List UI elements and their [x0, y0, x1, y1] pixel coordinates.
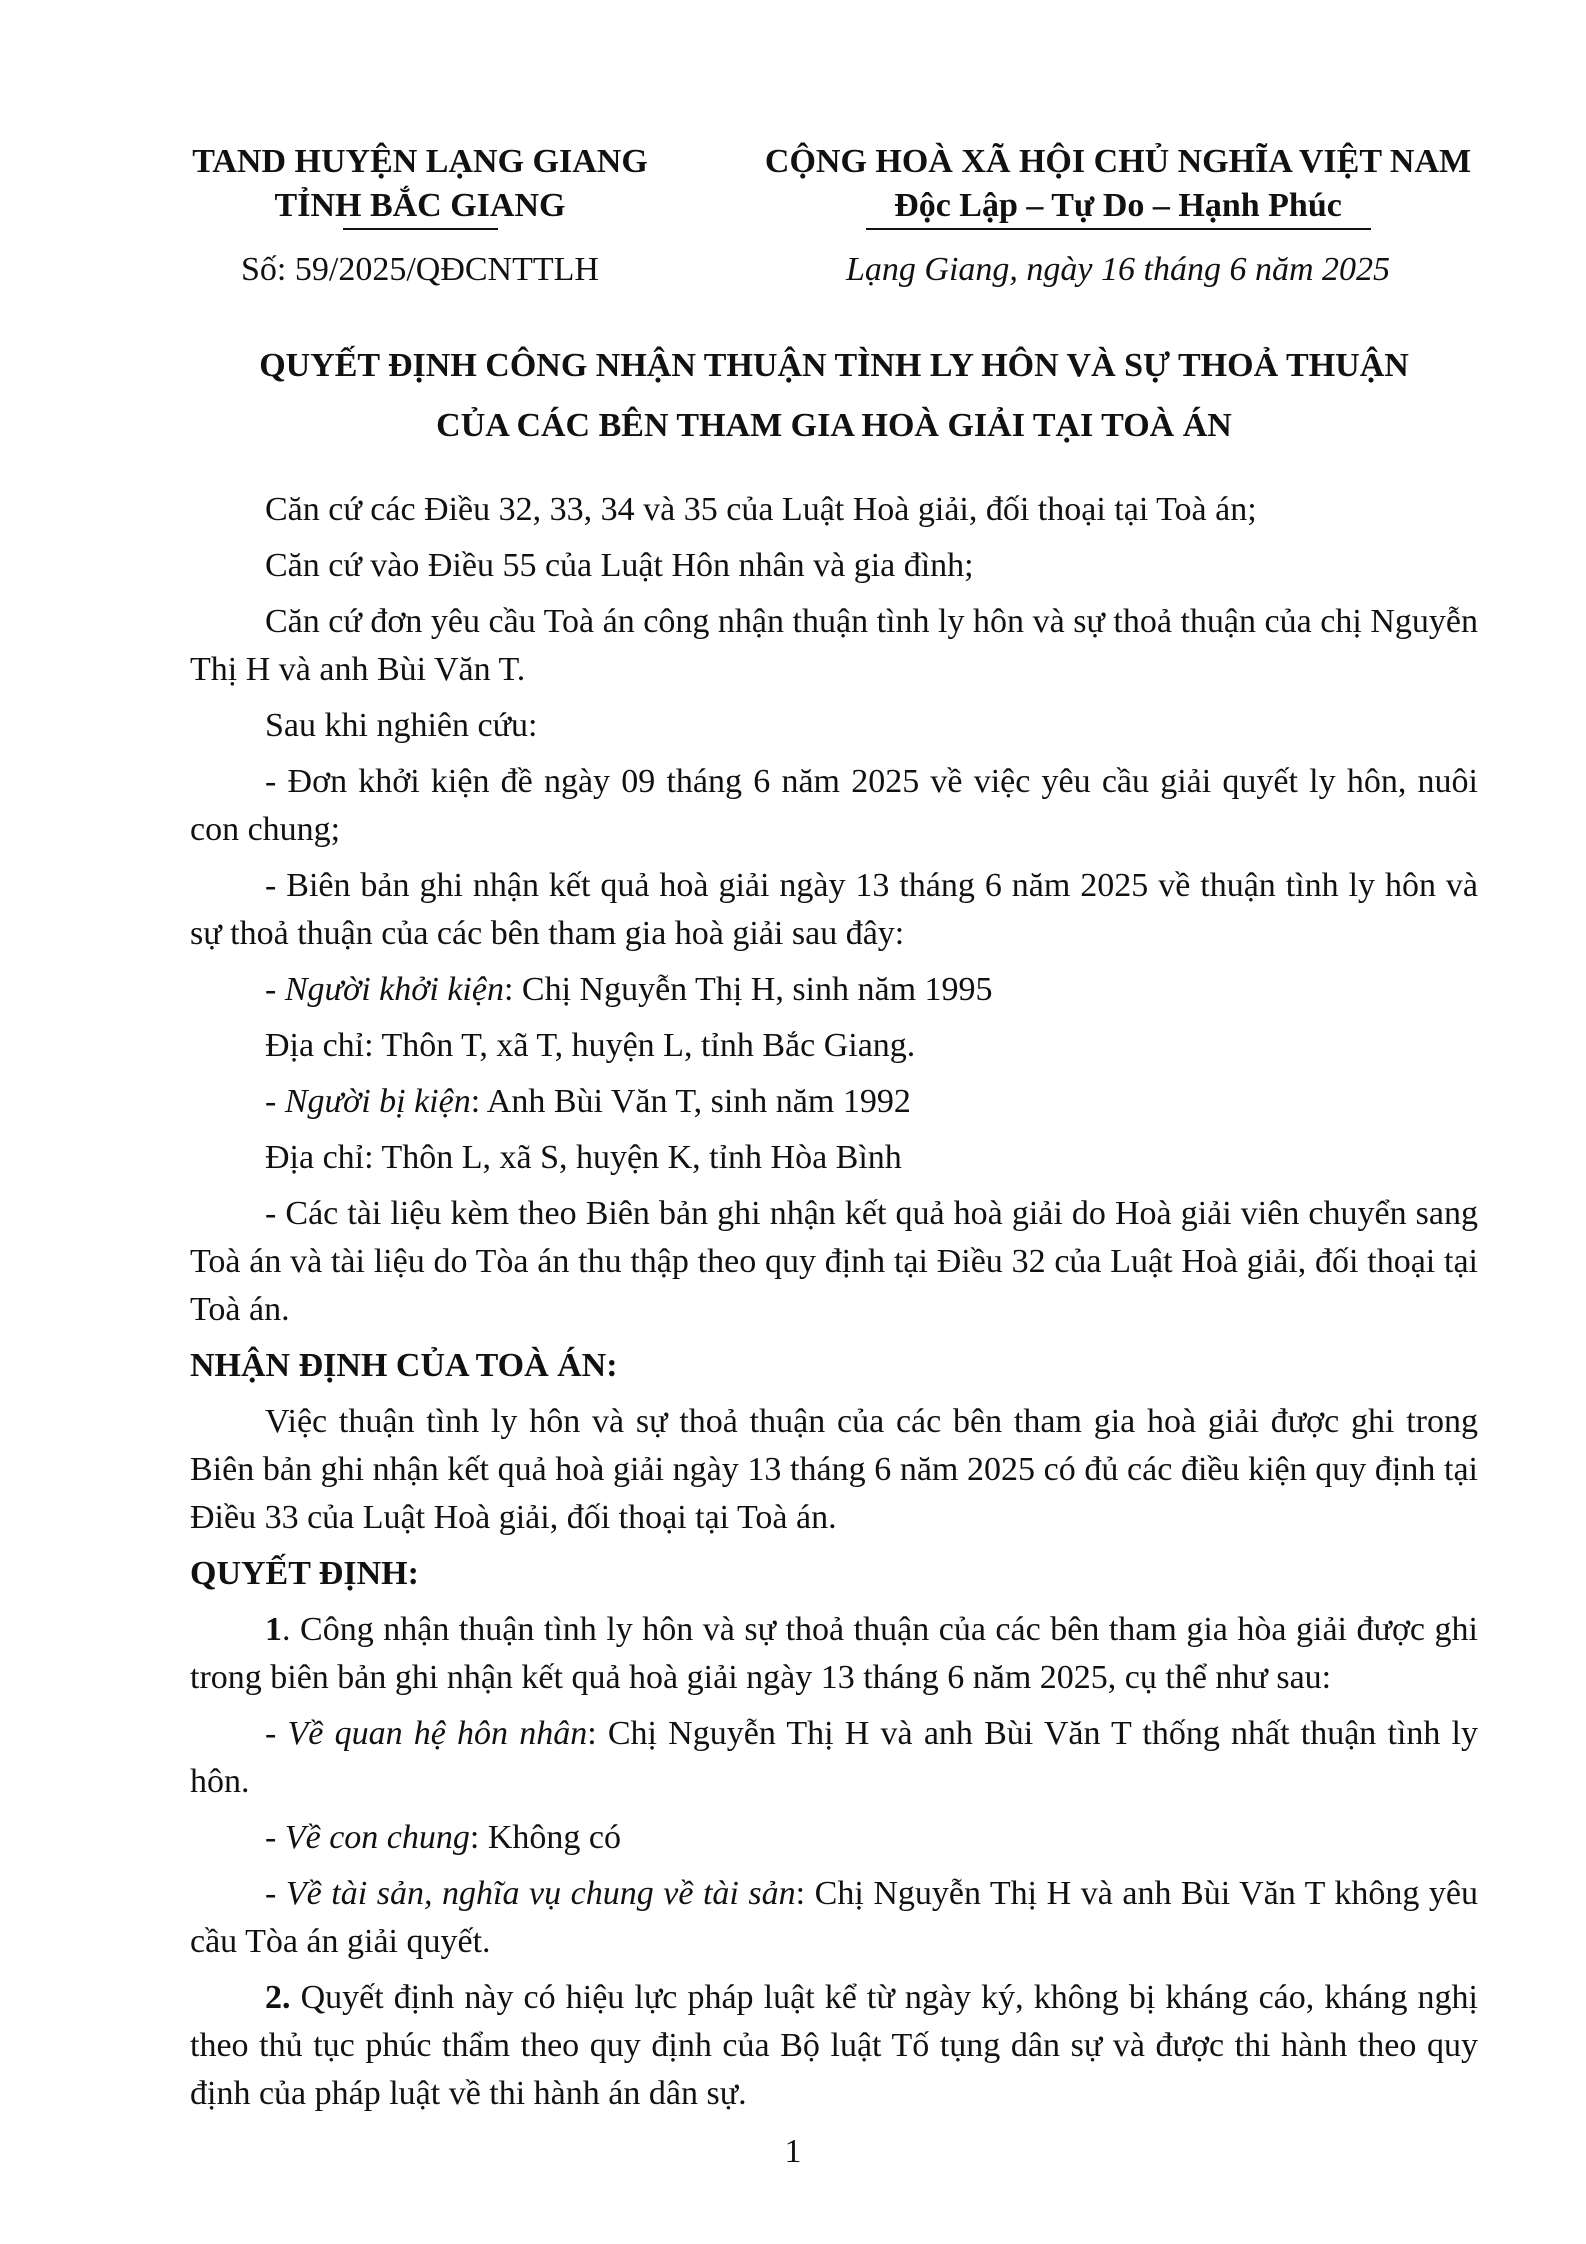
place-date: Lạng Giang, ngày 16 tháng 6 năm 2025 — [846, 251, 1390, 288]
national-motto-block — [758, 140, 1478, 230]
assets-label: Về tài sản, nghĩa vụ chung về tài sản — [285, 1875, 796, 1912]
decision-item-1: 1. Công nhận thuận tình ly hôn và sự thoả thuận của các bên tham gia hòa giải được ghi trong biên bản ghi nhận kết quả hoà giải ngày 13 tháng 6 năm 2025, cụ thể như sau: — [190, 1611, 1478, 1696]
assets-line: - Về tài sản, nghĩa vụ chung về tài sản: Chị Nguyễn Thị H và anh Bùi Văn T không yêu cầu Tòa án giải quyết. — [190, 1875, 1478, 1960]
document-body — [190, 486, 1478, 2118]
defendant-line: - Người bị kiện: Anh Bùi Văn T, sinh năm 1992 — [265, 1083, 911, 1120]
decision-item-2: 2. Quyết định này có hiệu lực pháp luật kể từ ngày ký, không bị kháng cáo, kháng nghị theo thủ tục phúc thẩm theo quy định của Bộ luật Tố tụng dân sự và được thi hành theo quy định của pháp luật về thi hành án dân sự. — [190, 1979, 1478, 2112]
nation-name: CỘNG HOÀ XÃ HỘI CHỦ NGHĨA VIỆT NAM — [764, 143, 1472, 180]
basis-paragraph: Sau khi nghiên cứu: — [265, 707, 538, 744]
plaintiff-value: : Chị Nguyễn Thị H, sinh năm 1995 — [503, 971, 993, 1008]
decision-number: Số: 59/2025/QĐCNTTLH — [241, 251, 599, 288]
plaintiff-address: Địa chỉ: Thôn T, xã T, huyện L, tỉnh Bắc Giang. — [265, 1027, 916, 1064]
decision-heading: QUYẾT ĐỊNH: — [190, 1555, 419, 1592]
court-block — [180, 140, 660, 230]
defendant-value: : Anh Bùi Văn T, sinh năm 1992 — [470, 1083, 911, 1120]
defendant-label: Người bị kiện — [284, 1083, 471, 1120]
document-header — [190, 140, 1478, 230]
page-number: 1 — [784, 2133, 802, 2170]
marriage-line: - Về quan hệ hôn nhân: Chị Nguyễn Thị H và anh Bùi Văn T thống nhất thuận tình ly hôn. — [190, 1715, 1478, 1800]
basis-paragraph: - Biên bản ghi nhận kết quả hoà giải ngày 13 tháng 6 năm 2025 về thuận tình ly hôn và sự thoả thuận của các bên tham gia hoà giải sau đây: — [190, 867, 1478, 952]
document-title — [190, 336, 1478, 456]
children-line: - Về con chung: Không có — [265, 1819, 621, 1856]
basis-paragraph: Căn cứ vào Điều 55 của Luật Hôn nhân và gia đình; — [265, 547, 974, 584]
findings-paragraph: Việc thuận tình ly hôn và sự thoả thuận của các bên tham gia hoà giải được ghi trong Biên bản ghi nhận kết quả hoà giải ngày 13 tháng 6 năm 2025 có đủ các điều kiện quy định tại Điều 33 của Luật Hoà giải, đối thoại tại Toà án. — [190, 1403, 1478, 1536]
children-label: Về con chung — [284, 1819, 470, 1856]
basis-paragraph: - Đơn khởi kiện đề ngày 09 tháng 6 năm 2025 về việc yêu cầu giải quyết ly hôn, nuôi con chung; — [190, 763, 1478, 848]
basis-paragraph: Căn cứ đơn yêu cầu Toà án công nhận thuận tình ly hôn và sự thoả thuận của chị Nguyễn Thị H và anh Bùi Văn T. — [190, 603, 1478, 688]
basis-paragraph: Căn cứ các Điều 32, 33, 34 và 35 của Luật Hoà giải, đối thoại tại Toà án; — [265, 491, 1257, 528]
findings-heading: NHẬN ĐỊNH CỦA TOÀ ÁN: — [190, 1347, 618, 1384]
motto-underline — [866, 228, 1371, 230]
plaintiff-label: Người khởi kiện — [284, 971, 504, 1008]
title-line-2: CỦA CÁC BÊN THAM GIA HOÀ GIẢI TẠI TOÀ ÁN — [436, 407, 1232, 444]
plaintiff-line: - Người khởi kiện: Chị Nguyễn Thị H, sinh năm 1995 — [265, 971, 993, 1008]
basis-paragraph: - Các tài liệu kèm theo Biên bản ghi nhận kết quả hoà giải do Hoà giải viên chuyển sang Toà án và tài liệu do Tòa án thu thập theo quy định tại Điều 32 của Luật Hoà giải, đối thoại tại Toà án. — [190, 1195, 1478, 1328]
defendant-address: Địa chỉ: Thôn L, xã S, huyện K, tỉnh Hòa Bình — [265, 1139, 902, 1176]
title-line-1: QUYẾT ĐỊNH CÔNG NHẬN THUẬN TÌNH LY HÔN VÀ SỰ THOẢ THUẬN — [259, 347, 1409, 384]
marriage-label: Về quan hệ hôn nhân — [287, 1715, 588, 1752]
court-name: TAND HUYỆN LẠNG GIANG — [192, 143, 648, 180]
court-province: TỈNH BẮC GIANG — [274, 187, 566, 224]
number-date-row — [190, 246, 1478, 294]
nation-motto: Độc Lập – Tự Do – Hạnh Phúc — [894, 187, 1342, 224]
court-underline — [343, 228, 498, 230]
